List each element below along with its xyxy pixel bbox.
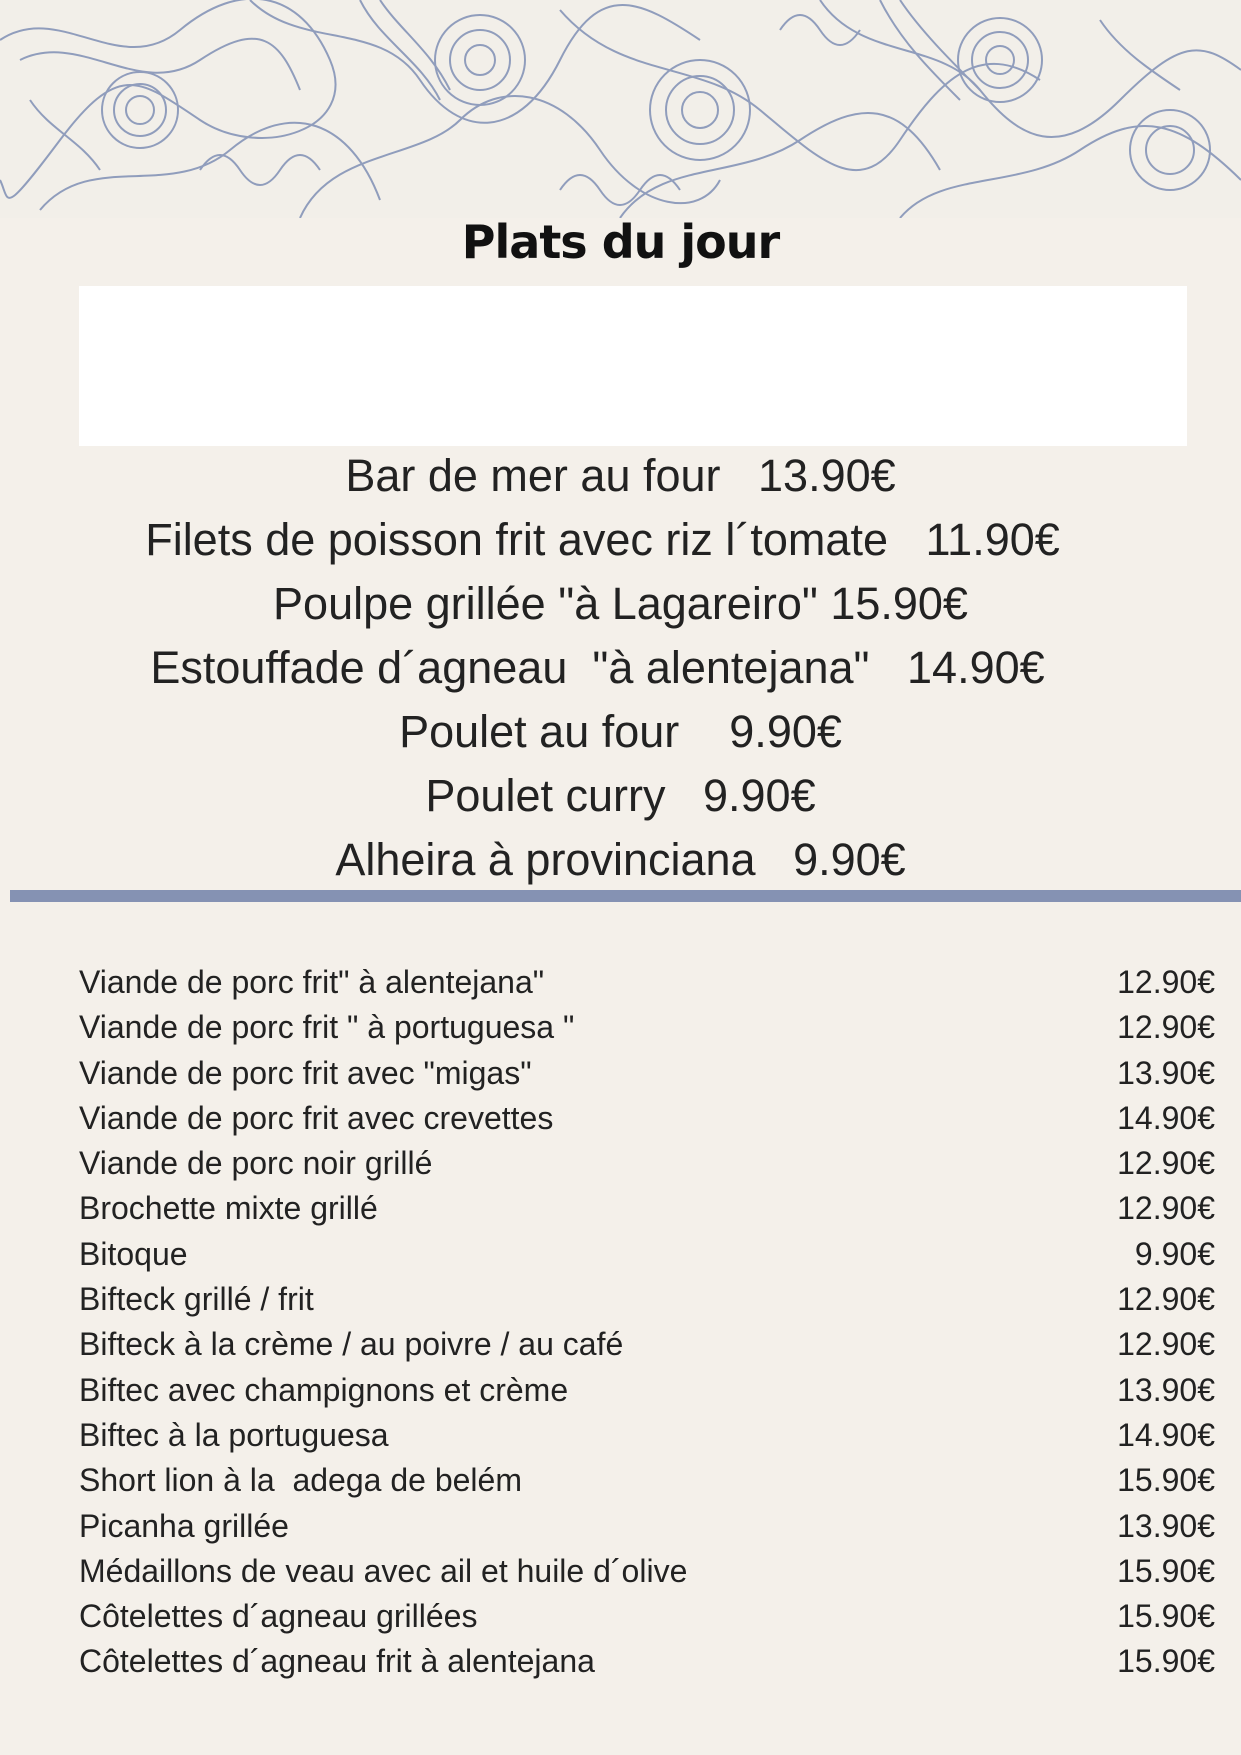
menu-item — [79, 1549, 1215, 1594]
menu-item-price: 12.90€ — [1117, 1009, 1215, 1046]
menu-item-price: 13.90€ — [1117, 1054, 1215, 1091]
menu-item-name: Brochette mixte grillé — [79, 1190, 378, 1227]
menu-item — [79, 1368, 1215, 1413]
menu-item-price: 12.90€ — [1117, 1190, 1215, 1227]
menu-item — [79, 1096, 1215, 1141]
menu-item-price: 14.90€ — [1117, 1099, 1215, 1136]
menu-item — [79, 1458, 1215, 1503]
menu-item — [79, 1277, 1215, 1322]
daily-specials-list — [0, 444, 1241, 892]
menu-item-name: Bifteck à la crème / au poivre / au café — [79, 1326, 624, 1363]
menu-item — [79, 960, 1215, 1005]
menu-item-price: 13.90€ — [1117, 1507, 1215, 1544]
menu-item-price: 15.90€ — [1117, 1462, 1215, 1499]
menu-item — [79, 1051, 1215, 1096]
menu-item — [79, 1186, 1215, 1231]
menu-item — [79, 1413, 1215, 1458]
special-item: Bar de mer au four 13.90€ — [345, 450, 896, 501]
menu-item-name: Biftec avec champignons et crème — [79, 1371, 569, 1408]
menu-item-name: Bitoque — [79, 1235, 188, 1272]
menu-item-name: Viande de porc frit avec "migas" — [79, 1054, 532, 1091]
menu-item-price: 12.90€ — [1117, 1326, 1215, 1363]
menu-item-name: Viande de porc frit avec crevettes — [79, 1099, 554, 1136]
menu-item-name: Médaillons de veau avec ail et huile d´olive — [79, 1552, 688, 1589]
decorative-paisley-banner — [0, 0, 1241, 218]
special-item: Poulpe grillée "à Lagareiro" 15.90€ — [273, 578, 968, 629]
menu-item — [79, 1005, 1215, 1050]
menu-item-price: 12.90€ — [1117, 964, 1215, 1000]
menu-item — [79, 1504, 1215, 1549]
special-item: Filets de poisson frit avec riz l´tomate 11.90€ — [145, 514, 1060, 565]
menu-item-price: 15.90€ — [1117, 1598, 1215, 1635]
menu-item-name: Short lion à la adega de belém — [79, 1462, 522, 1499]
menu-item-price: 9.90€ — [1134, 1235, 1215, 1272]
menu-item-price: 14.90€ — [1117, 1416, 1215, 1453]
menu-item-price: 15.90€ — [1117, 1643, 1215, 1680]
special-item: Poulet au four 9.90€ — [399, 706, 842, 757]
menu-item — [79, 1322, 1215, 1367]
special-item: Alheira à provinciana 9.90€ — [335, 834, 906, 885]
menu-list — [79, 960, 1215, 1685]
menu-item-name: Côtelettes d´agneau grillées — [79, 1598, 478, 1635]
menu-item — [79, 1232, 1215, 1277]
menu-item-price: 15.90€ — [1117, 1552, 1215, 1589]
menu-item-name: Bifteck grillé / frit — [79, 1281, 314, 1318]
menu-item-name: Biftec à la portuguesa — [79, 1416, 389, 1453]
menu-item-price: 12.90€ — [1117, 1281, 1215, 1318]
special-item: Estouffade d´agneau "à alentejana" 14.90€ — [150, 642, 1045, 693]
menu-item-name: Viande de porc frit " à portuguesa " — [79, 1009, 575, 1046]
page-title: Plats du jour — [461, 215, 780, 269]
menu-item-price: 13.90€ — [1117, 1371, 1215, 1408]
menu-item — [79, 1639, 1215, 1684]
menu-item-name: Côtelettes d´agneau frit à alentejana — [79, 1643, 595, 1680]
menu-item-price: 12.90€ — [1117, 1145, 1215, 1182]
menu-item — [79, 1141, 1215, 1186]
menu-item — [79, 1594, 1215, 1639]
section-divider — [10, 890, 1241, 902]
blank-panel — [79, 286, 1187, 446]
menu-item-name: Picanha grillée — [79, 1507, 289, 1544]
special-item: Poulet curry 9.90€ — [425, 770, 816, 821]
menu-item-name: Viande de porc frit" à alentejana" — [79, 964, 545, 1000]
menu-item-name: Viande de porc noir grillé — [79, 1145, 433, 1182]
